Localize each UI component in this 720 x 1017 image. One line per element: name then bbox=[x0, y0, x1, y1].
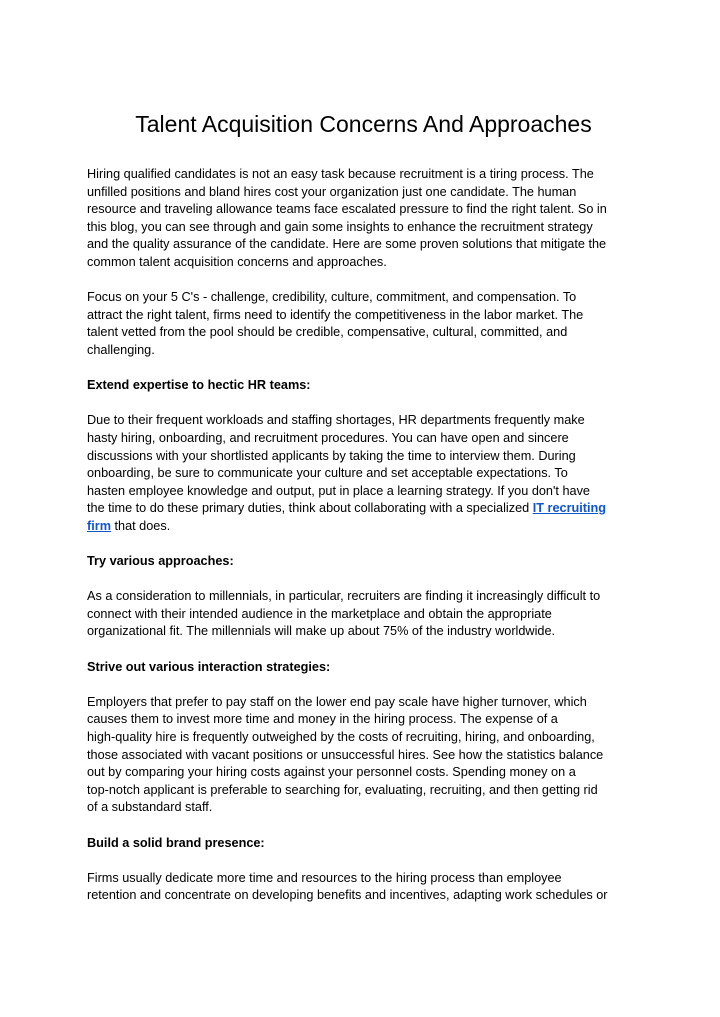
text-fragment: that does. bbox=[110, 518, 171, 533]
text-line: Firms usually dedicate more time and resources to the hiring process than employee bbox=[87, 870, 562, 885]
text-line: Hiring qualified candidates is not an easy task because recruitment is a tiring process. The bbox=[87, 167, 594, 181]
it-recruiting-firm-link[interactable]: IT recruiting bbox=[532, 501, 607, 516]
text-line: unfilled positions and bland hires cost your organization just one candidate. The human bbox=[87, 184, 577, 199]
text-line: hasty hiring, onboarding, and recruitment procedures. You can have open and sincere bbox=[87, 430, 569, 445]
text-line: Employers that prefer to pay staff on the lower end pay scale have higher turnover, which bbox=[87, 694, 587, 709]
brand-presence-paragraph bbox=[87, 870, 639, 905]
intro-paragraph bbox=[87, 166, 639, 272]
text-line bbox=[87, 518, 639, 536]
it-recruiting-firm-link-continued[interactable]: firm bbox=[87, 518, 111, 533]
text-line: and the quality assurance of the candidate. Here are some proven solutions that mitigate the bbox=[87, 237, 607, 252]
text-line bbox=[87, 500, 639, 518]
text-line: organizational fit. The millennials will make up about 75% of the industry worldwide. bbox=[87, 624, 556, 639]
five-cs-paragraph bbox=[87, 289, 639, 359]
text-line: Due to their frequent workloads and staffing shortages, HR departments frequently make bbox=[87, 413, 585, 428]
text-line: challenging. bbox=[87, 342, 155, 357]
text-line: top-notch applicant is preferable to searching for, evaluating, recruiting, and then getting rid bbox=[87, 782, 598, 797]
section-heading-approaches: Try various approaches: bbox=[87, 554, 234, 569]
text-line: this blog, you can see through and gain some insights to enhance the recruitment strategy bbox=[87, 219, 593, 234]
hr-teams-paragraph bbox=[87, 412, 639, 535]
text-line: those associated with vacant positions or unsuccessful hires. See how the statistics balance bbox=[87, 747, 604, 762]
text-line: hasten employee knowledge and output, put in place a learning strategy. If you don't have bbox=[87, 483, 590, 498]
text-line: talent vetted from the pool should be credible, compensative, cultural, committed, and bbox=[87, 325, 568, 340]
text-line: attract the right talent, firms need to identify the competitiveness in the labor market. The bbox=[87, 307, 584, 322]
text-line: connect with their intended audience in the marketplace and obtain the appropriate bbox=[87, 606, 552, 621]
text-line: high-quality hire is frequently outweighed by the costs of recruiting, hiring, and onboarding, bbox=[87, 730, 595, 744]
text-line: common talent acquisition concerns and approaches. bbox=[87, 254, 387, 269]
text-line: resource and traveling allowance teams face escalated pressure to find the right talent. So in bbox=[87, 202, 607, 217]
section-heading-interaction-strategies: Strive out various interaction strategies: bbox=[87, 659, 331, 674]
section-heading-brand-presence: Build a solid brand presence: bbox=[87, 835, 265, 850]
text-fragment: the time to do these primary duties, think about collaborating with a specialized bbox=[87, 501, 533, 516]
text-line: discussions with your shortlisted applicants by taking the time to interview them. During bbox=[87, 448, 576, 463]
text-line: of a substandard staff. bbox=[87, 800, 213, 815]
text-line: causes them to invest more time and money in the hiring process. The expense of a bbox=[87, 712, 558, 727]
text-line: Focus on your 5 C's - challenge, credibility, culture, commitment, and compensation. To bbox=[87, 290, 577, 305]
page-title: Talent Acquisition Concerns And Approaches bbox=[135, 111, 592, 137]
text-line: As a consideration to millennials, in particular, recruiters are finding it increasingly difficult to bbox=[87, 589, 601, 604]
document-body bbox=[87, 166, 639, 923]
text-line: onboarding, be sure to communicate your culture and set acceptable expectations. To bbox=[87, 466, 568, 481]
interaction-strategies-paragraph bbox=[87, 694, 639, 817]
section-heading-hr-teams: Extend expertise to hectic HR teams: bbox=[87, 378, 311, 393]
text-line: retention and concentrate on developing benefits and incentives, adapting work schedules or bbox=[87, 888, 608, 903]
text-line: out by comparing your hiring costs against your personnel costs. Spending money on a bbox=[87, 765, 576, 780]
approaches-paragraph bbox=[87, 588, 639, 641]
